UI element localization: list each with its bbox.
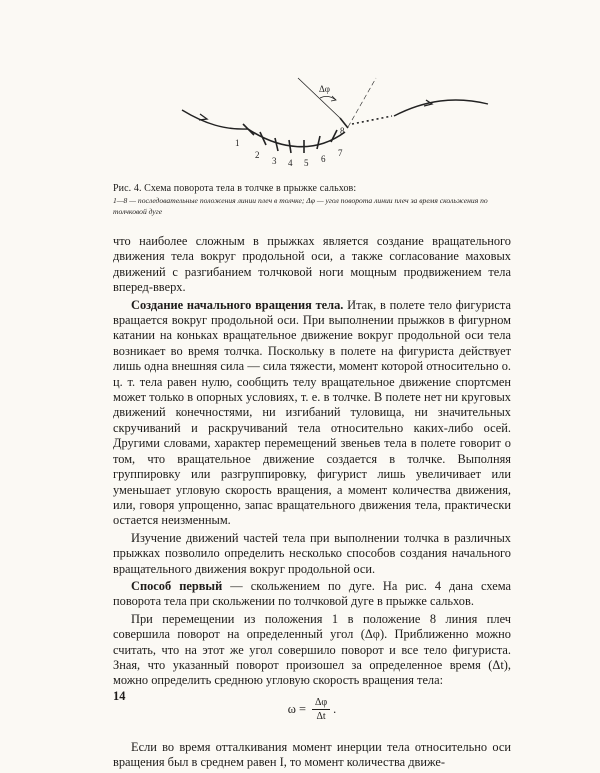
shoulder-line-4	[289, 140, 291, 153]
caption-title: Рис. 4. Схема поворота тела в толчке в прыжке сальхов:	[113, 183, 357, 194]
entry-arc	[182, 110, 248, 129]
paragraph-rotation-angle: При перемещении из положения 1 в положение 8 линия плеч совершила поворот на определенный угол (Δφ). Приближенно можно считать, что на этот же угол совершило поворот и все тело фигуриста. Зная, что указанный поворот произошел за определенное время (Δt), можно определить среднюю угловую скорость вращения тела:	[113, 611, 511, 688]
section-heading-initial-rotation: Создание начального вращения тела.	[131, 297, 344, 312]
position-number-3: 3	[272, 156, 277, 166]
paragraph-initial-rotation	[113, 298, 511, 529]
position-number-8: 8	[340, 126, 345, 136]
paragraph-text: — скольжением по дуге. На рис. 4 дана схема поворота тела при скольжении по толчковой дуге в прыжке сальхов.	[113, 578, 511, 609]
page-number: 14	[113, 689, 126, 703]
formula-numerator: Δφ	[312, 697, 330, 710]
landing-arc	[394, 100, 488, 116]
section-heading-method-one: Способ первый	[131, 578, 223, 593]
position-number-1: 1	[235, 138, 240, 148]
position-number-6: 6	[321, 154, 326, 164]
shoulder-line-3	[275, 138, 278, 151]
position-number-2: 2	[255, 150, 260, 160]
caption-note: 1—8 — последовательные положения линии плеч в толчке; Δφ — угол поворота линии плеч за время скольжения по толчковой дуге	[113, 196, 488, 216]
shoulder-line-6	[317, 136, 320, 149]
shoulder-line-7	[331, 130, 337, 142]
position-number-7: 7	[338, 148, 343, 158]
salchow-rotation-diagram	[180, 72, 490, 172]
formula-trail: .	[333, 701, 337, 716]
formula-denominator: Δt	[316, 710, 326, 722]
figure-caption	[113, 182, 513, 217]
figure-4	[180, 72, 490, 172]
paragraph-text: Итак, в полете тело фигуриста вращается вокруг продольной оси. При выполнении прыжков в фигурном катании на коньках вращательное движение вокруг продольной оси тела возникает во время толчка. Поскольку в полете на фигуриста действует лишь одна внешняя сила — сила тяжести, момент которой относительно о. ц. т. тела равен нулю, сообщить телу вращательное движение спортсмен может только в опорных условиях, т. е. в толчке. В полете нет ни круговых движений конечностями, ни изгибаний туловища, ни значительных скручиваний и раскручиваний тела относительно каких-либо осей. Другими словами, характер перемещений звеньев тела в полете говорит о том, что вращательное движение создается в толчке. Выполняя группировку или разгруппировку, фигурист лишь увеличивает или уменьшает угловую скорость вращения, а момент количества движения, или, говоря упрощенно, запас вращательного движения тела, практически остается неизменным.	[113, 297, 511, 528]
formula-lhs: ω =	[287, 701, 306, 716]
position-number-4: 4	[288, 158, 293, 168]
angle-label: Δφ	[319, 84, 330, 94]
position-number-5: 5	[304, 158, 309, 168]
angular-velocity-formula	[113, 697, 511, 722]
paragraph-methods: Изучение движений частей тела при выполнении толчка в различных прыжках позволило определить несколько способов создания начального вращательного движения вокруг продольной оси.	[113, 530, 511, 576]
body-text	[113, 234, 511, 773]
formula-fraction	[312, 697, 330, 722]
paragraph-moment-of-inertia: Если во время отталкивания момент инерции тела относительно оси вращения был в среднем равен I, то момент количества движе-	[113, 739, 511, 770]
angle-arc	[320, 96, 336, 100]
paragraph-continuation: что наиболее сложным в прыжках является создание вращательного движения тела вокруг продольной оси, а также согласование маховых движений с разгибанием толчковой ноги мощным продвижением тела вперед-вверх.	[113, 234, 511, 295]
flight-trajectory	[352, 116, 392, 124]
paragraph-method-one	[113, 579, 511, 610]
